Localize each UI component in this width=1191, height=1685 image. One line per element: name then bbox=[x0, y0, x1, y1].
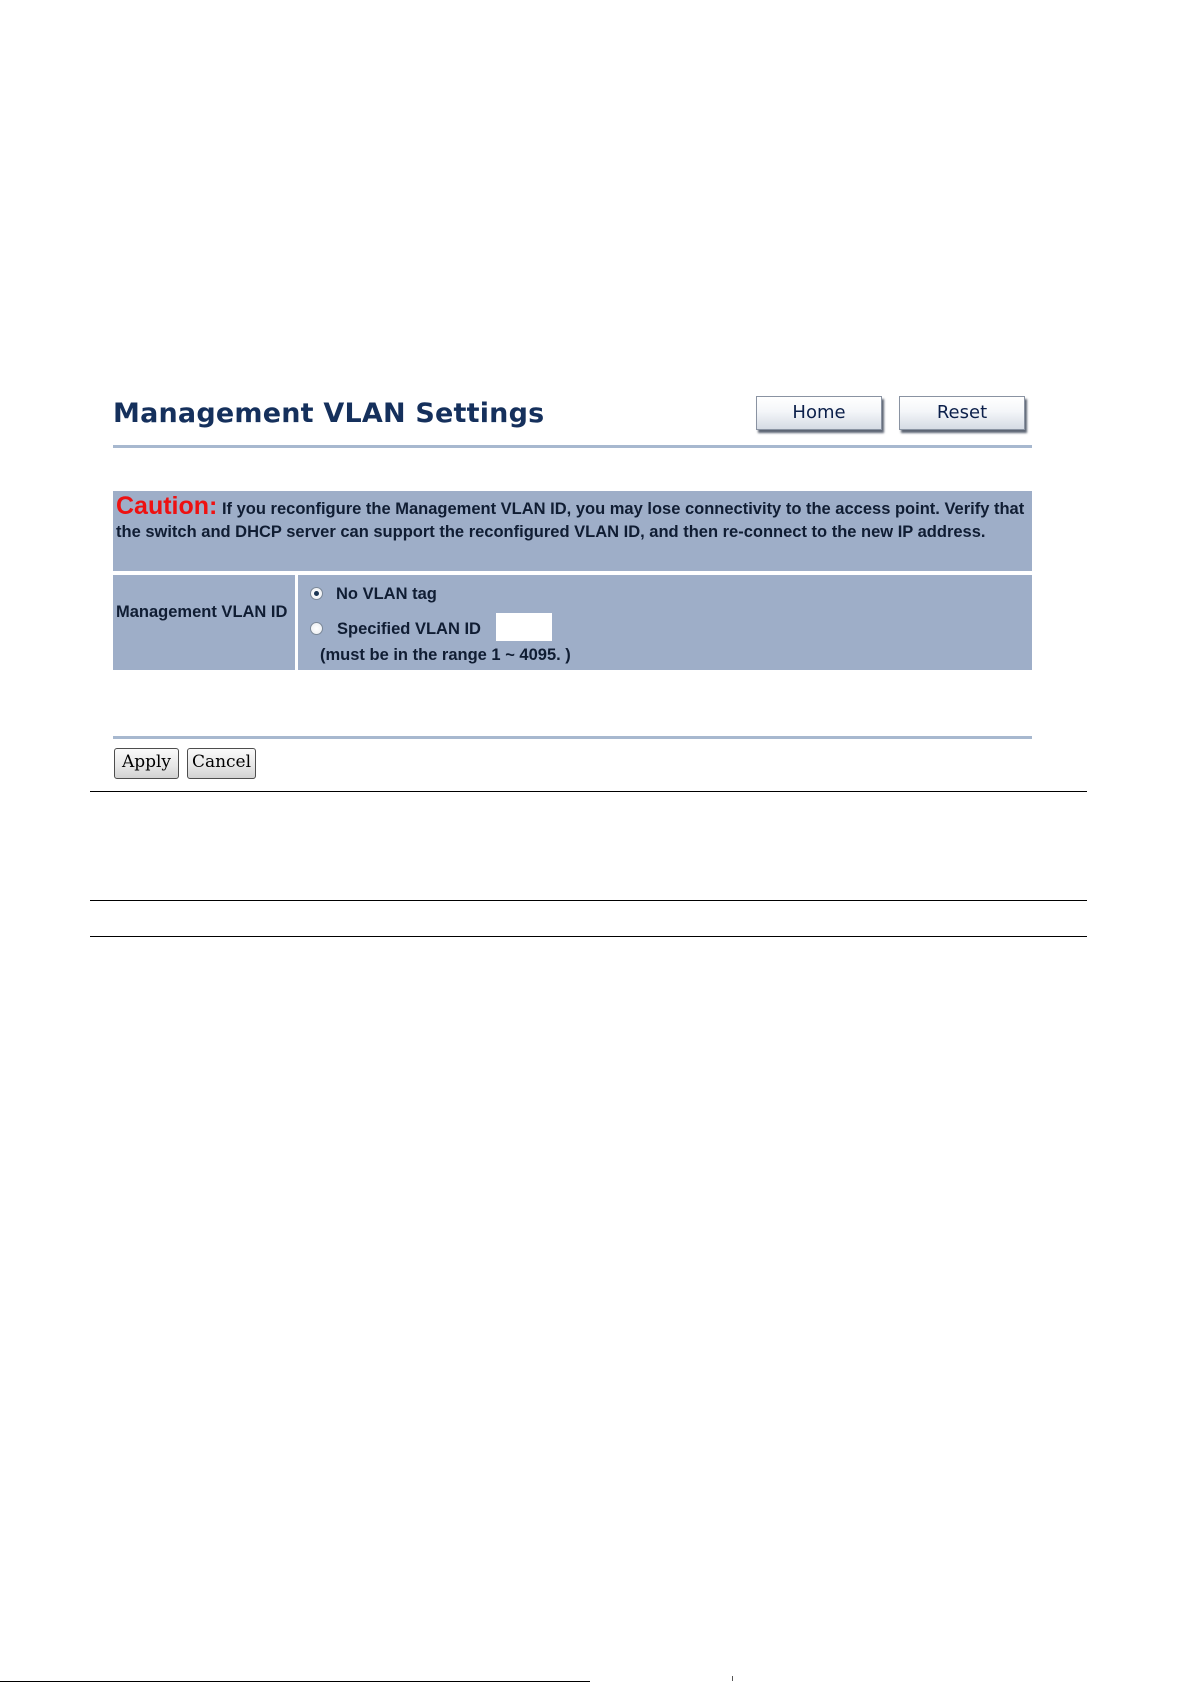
document-rule bbox=[90, 936, 1087, 937]
specified-vlan-id-label: Specified VLAN ID bbox=[337, 620, 481, 638]
management-vlan-label: Management VLAN ID bbox=[113, 575, 295, 670]
cancel-button[interactable]: Cancel bbox=[187, 748, 256, 779]
no-vlan-tag-label: No VLAN tag bbox=[336, 585, 437, 603]
no-vlan-tag-radio[interactable] bbox=[310, 587, 323, 600]
caution-label: Caution: bbox=[116, 492, 218, 520]
caution-message bbox=[113, 491, 1032, 571]
vlan-id-input[interactable] bbox=[495, 612, 553, 642]
management-vlan-options bbox=[298, 575, 1032, 670]
title-divider bbox=[113, 445, 1032, 448]
page-title: Management VLAN Settings bbox=[113, 398, 545, 429]
caution-text: If you reconfigure the Management VLAN ID, you may lose connectivity to the access point. Verify that the switch and DHCP server can support the reconfigured VLAN ID, and then re-connect to the new IP address. bbox=[116, 500, 1025, 541]
footer-rule bbox=[0, 1681, 590, 1682]
home-button[interactable]: Home bbox=[756, 396, 882, 430]
apply-button[interactable]: Apply bbox=[114, 748, 179, 779]
reset-button[interactable]: Reset bbox=[899, 396, 1025, 430]
vlan-range-note: (must be in the range 1 ~ 4095. ) bbox=[320, 646, 571, 664]
form-divider bbox=[113, 736, 1032, 739]
document-rule bbox=[90, 791, 1087, 792]
management-vlan-row bbox=[113, 575, 1032, 670]
footer-mark bbox=[732, 1676, 733, 1681]
specified-vlan-id-radio[interactable] bbox=[310, 622, 323, 635]
document-rule bbox=[90, 900, 1087, 901]
